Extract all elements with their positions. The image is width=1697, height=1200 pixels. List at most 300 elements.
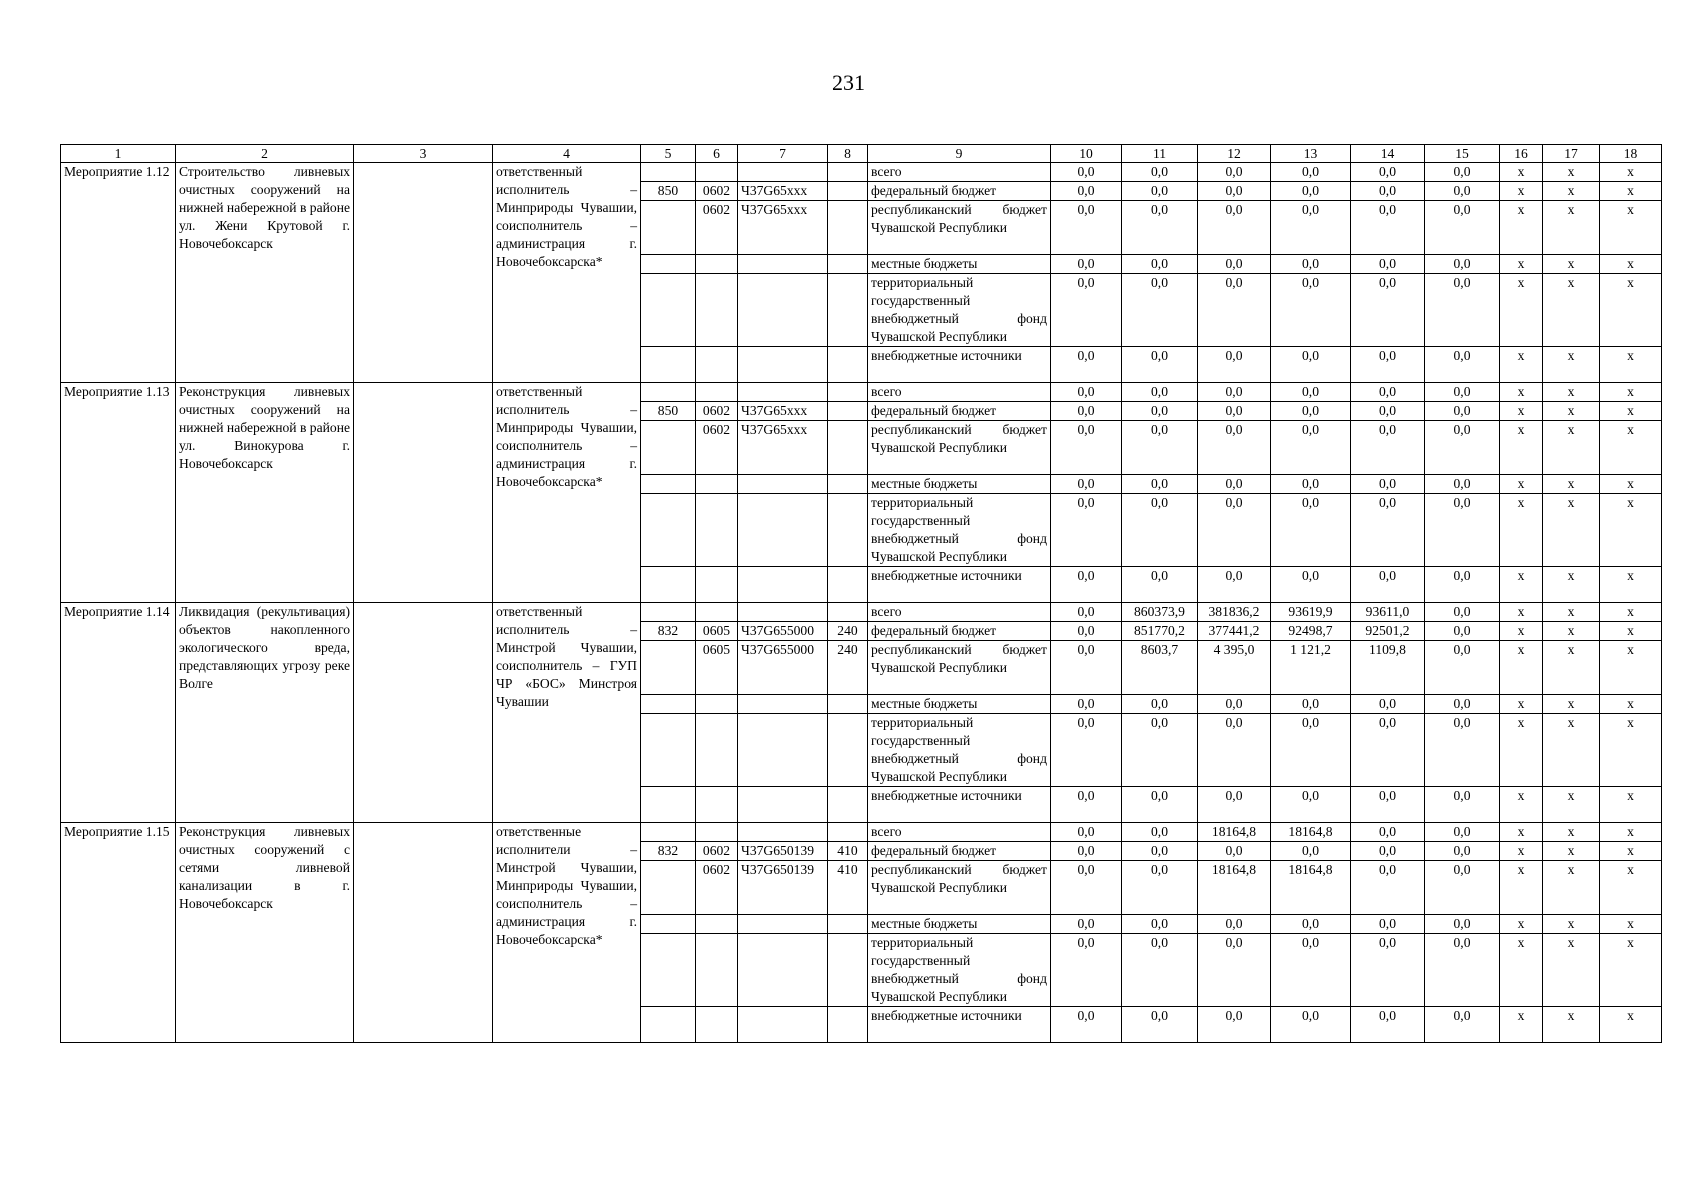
value-col-12: 0,0 [1198, 494, 1271, 567]
value-col-18: x [1600, 861, 1662, 915]
value-col-13: 1 121,2 [1271, 641, 1351, 695]
value-col-17: x [1543, 823, 1600, 842]
funding-source: внебюджетные источники [868, 567, 1051, 603]
funding-source: республиканский бюджет Чувашской Республики [868, 861, 1051, 915]
column-number-5: 5 [641, 145, 696, 163]
value-col-15: 0,0 [1425, 567, 1500, 603]
value-col-15: 0,0 [1425, 255, 1500, 274]
value-col-18: x [1600, 695, 1662, 714]
grbs-code: 850 [641, 182, 696, 201]
value-col-17: x [1543, 163, 1600, 182]
funding-source: всего [868, 383, 1051, 402]
section-code: 0602 [696, 182, 738, 201]
target-article-code [738, 934, 828, 1007]
value-col-13: 0,0 [1271, 182, 1351, 201]
target-article-code [738, 915, 828, 934]
expense-type-code [828, 475, 868, 494]
grbs-code [641, 603, 696, 622]
value-col-15: 0,0 [1425, 383, 1500, 402]
value-col-17: x [1543, 1007, 1600, 1043]
value-col-10: 0,0 [1051, 255, 1122, 274]
value-col-11: 0,0 [1122, 421, 1198, 475]
value-col-17: x [1543, 622, 1600, 641]
expense-type-code [828, 567, 868, 603]
expense-type-code [828, 255, 868, 274]
value-col-14: 93611,0 [1351, 603, 1425, 622]
expense-type-code [828, 695, 868, 714]
event-executor: ответственный исполнитель – Минстрой Чувашии, соисполнитель – ГУП ЧР «БОС» Минстроя Чувашии [493, 603, 641, 823]
event-number: Мероприятие 1.13 [61, 383, 176, 603]
value-col-11: 0,0 [1122, 383, 1198, 402]
value-col-17: x [1543, 383, 1600, 402]
event-target [354, 823, 493, 1043]
value-col-16: x [1500, 787, 1543, 823]
value-col-18: x [1600, 201, 1662, 255]
value-col-18: x [1600, 934, 1662, 1007]
value-col-17: x [1543, 201, 1600, 255]
funding-source: внебюджетные источники [868, 347, 1051, 383]
value-col-12: 18164,8 [1198, 861, 1271, 915]
grbs-code [641, 714, 696, 787]
grbs-code [641, 695, 696, 714]
value-col-18: x [1600, 1007, 1662, 1043]
section-code [696, 787, 738, 823]
target-article-code: Ч37G65ххх [738, 421, 828, 475]
funding-source: местные бюджеты [868, 255, 1051, 274]
event-name: Ликвидация (рекультивация) объектов накопленного экологического вреда, представляющих угрозу реке Волге [176, 603, 354, 823]
value-col-13: 18164,8 [1271, 823, 1351, 842]
funding-source: республиканский бюджет Чувашской Республики [868, 421, 1051, 475]
target-article-code [738, 603, 828, 622]
column-number-4: 4 [493, 145, 641, 163]
value-col-18: x [1600, 823, 1662, 842]
value-col-11: 0,0 [1122, 714, 1198, 787]
section-code [696, 915, 738, 934]
value-col-16: x [1500, 182, 1543, 201]
expense-type-code [828, 787, 868, 823]
grbs-code [641, 421, 696, 475]
value-col-13: 0,0 [1271, 201, 1351, 255]
value-col-13: 0,0 [1271, 163, 1351, 182]
value-col-16: x [1500, 842, 1543, 861]
value-col-17: x [1543, 915, 1600, 934]
value-col-15: 0,0 [1425, 714, 1500, 787]
target-article-code: Ч37G65ххх [738, 402, 828, 421]
event-name: Реконструкция ливневых очистных сооружений на нижней набережной в районе ул. Винокурова г. Новочебоксарск [176, 383, 354, 603]
value-col-15: 0,0 [1425, 475, 1500, 494]
value-col-16: x [1500, 695, 1543, 714]
value-col-18: x [1600, 421, 1662, 475]
budget-table [60, 144, 1662, 1043]
funding-source: всего [868, 163, 1051, 182]
funding-source: территориальный государственный внебюджетный фонд Чувашской Республики [868, 934, 1051, 1007]
target-article-code: Ч37G650139 [738, 861, 828, 915]
target-article-code: Ч37G655000 [738, 641, 828, 695]
grbs-code [641, 915, 696, 934]
grbs-code [641, 934, 696, 1007]
expense-type-code: 410 [828, 861, 868, 915]
value-col-14: 0,0 [1351, 494, 1425, 567]
value-col-12: 18164,8 [1198, 823, 1271, 842]
section-code: 0602 [696, 201, 738, 255]
value-col-13: 0,0 [1271, 383, 1351, 402]
value-col-15: 0,0 [1425, 1007, 1500, 1043]
funding-source: всего [868, 823, 1051, 842]
grbs-code [641, 567, 696, 603]
value-col-11: 0,0 [1122, 934, 1198, 1007]
expense-type-code: 240 [828, 622, 868, 641]
expense-type-code [828, 201, 868, 255]
table-row [61, 383, 1662, 402]
target-article-code: Ч37G65ххх [738, 201, 828, 255]
expense-type-code: 240 [828, 641, 868, 695]
grbs-code [641, 255, 696, 274]
value-col-13: 0,0 [1271, 934, 1351, 1007]
value-col-10: 0,0 [1051, 274, 1122, 347]
value-col-14: 0,0 [1351, 861, 1425, 915]
value-col-14: 0,0 [1351, 383, 1425, 402]
value-col-16: x [1500, 567, 1543, 603]
column-number-18: 18 [1600, 145, 1662, 163]
section-code [696, 567, 738, 603]
value-col-12: 0,0 [1198, 695, 1271, 714]
section-code [696, 714, 738, 787]
value-col-10: 0,0 [1051, 787, 1122, 823]
value-col-14: 0,0 [1351, 915, 1425, 934]
value-col-14: 0,0 [1351, 567, 1425, 603]
column-number-6: 6 [696, 145, 738, 163]
value-col-10: 0,0 [1051, 201, 1122, 255]
value-col-10: 0,0 [1051, 347, 1122, 383]
value-col-10: 0,0 [1051, 714, 1122, 787]
funding-source: территориальный государственный внебюджетный фонд Чувашской Республики [868, 714, 1051, 787]
target-article-code [738, 274, 828, 347]
value-col-17: x [1543, 255, 1600, 274]
value-col-11: 0,0 [1122, 347, 1198, 383]
event-number: Мероприятие 1.14 [61, 603, 176, 823]
value-col-17: x [1543, 182, 1600, 201]
value-col-10: 0,0 [1051, 421, 1122, 475]
target-article-code [738, 695, 828, 714]
value-col-11: 0,0 [1122, 823, 1198, 842]
value-col-16: x [1500, 201, 1543, 255]
value-col-11: 0,0 [1122, 182, 1198, 201]
expense-type-code [828, 714, 868, 787]
funding-source: местные бюджеты [868, 915, 1051, 934]
value-col-16: x [1500, 475, 1543, 494]
value-col-15: 0,0 [1425, 823, 1500, 842]
value-col-18: x [1600, 567, 1662, 603]
value-col-16: x [1500, 641, 1543, 695]
section-code [696, 695, 738, 714]
value-col-11: 0,0 [1122, 915, 1198, 934]
column-number-17: 17 [1543, 145, 1600, 163]
value-col-13: 0,0 [1271, 255, 1351, 274]
section-code [696, 163, 738, 182]
value-col-14: 0,0 [1351, 163, 1425, 182]
value-col-11: 860373,9 [1122, 603, 1198, 622]
value-col-12: 0,0 [1198, 915, 1271, 934]
expense-type-code [828, 603, 868, 622]
value-col-15: 0,0 [1425, 934, 1500, 1007]
value-col-15: 0,0 [1425, 182, 1500, 201]
expense-type-code [828, 402, 868, 421]
value-col-14: 0,0 [1351, 347, 1425, 383]
column-number-14: 14 [1351, 145, 1425, 163]
value-col-12: 0,0 [1198, 934, 1271, 1007]
section-code [696, 934, 738, 1007]
value-col-14: 0,0 [1351, 255, 1425, 274]
value-col-10: 0,0 [1051, 842, 1122, 861]
expense-type-code [828, 383, 868, 402]
table-header [61, 145, 1662, 163]
value-col-14: 0,0 [1351, 274, 1425, 347]
value-col-12: 0,0 [1198, 274, 1271, 347]
value-col-15: 0,0 [1425, 861, 1500, 915]
value-col-12: 0,0 [1198, 714, 1271, 787]
expense-type-code [828, 934, 868, 1007]
value-col-14: 0,0 [1351, 787, 1425, 823]
value-col-17: x [1543, 475, 1600, 494]
expense-type-code [828, 1007, 868, 1043]
column-number-7: 7 [738, 145, 828, 163]
value-col-12: 0,0 [1198, 475, 1271, 494]
grbs-code [641, 787, 696, 823]
value-col-10: 0,0 [1051, 1007, 1122, 1043]
table-row [61, 823, 1662, 842]
value-col-16: x [1500, 622, 1543, 641]
value-col-13: 0,0 [1271, 714, 1351, 787]
page-number: 231 [832, 70, 865, 95]
event-number: Мероприятие 1.12 [61, 163, 176, 383]
section-code: 0602 [696, 421, 738, 475]
value-col-17: x [1543, 347, 1600, 383]
funding-source: федеральный бюджет [868, 622, 1051, 641]
value-col-17: x [1543, 274, 1600, 347]
value-col-11: 851770,2 [1122, 622, 1198, 641]
table-row [61, 163, 1662, 182]
funding-source: республиканский бюджет Чувашской Республики [868, 201, 1051, 255]
value-col-16: x [1500, 494, 1543, 567]
value-col-14: 0,0 [1351, 842, 1425, 861]
value-col-14: 0,0 [1351, 421, 1425, 475]
target-article-code [738, 714, 828, 787]
value-col-13: 0,0 [1271, 402, 1351, 421]
value-col-14: 0,0 [1351, 475, 1425, 494]
funding-source: республиканский бюджет Чувашской Республики [868, 641, 1051, 695]
grbs-code: 832 [641, 622, 696, 641]
value-col-10: 0,0 [1051, 622, 1122, 641]
value-col-18: x [1600, 182, 1662, 201]
section-code [696, 1007, 738, 1043]
value-col-13: 0,0 [1271, 567, 1351, 603]
value-col-16: x [1500, 603, 1543, 622]
event-executor: ответственный исполнитель – Минприроды Чувашии, соисполнитель – администрация г. Новочебоксарска* [493, 163, 641, 383]
value-col-13: 0,0 [1271, 915, 1351, 934]
section-code [696, 274, 738, 347]
value-col-11: 0,0 [1122, 695, 1198, 714]
funding-source: территориальный государственный внебюджетный фонд Чувашской Республики [868, 494, 1051, 567]
value-col-11: 0,0 [1122, 163, 1198, 182]
value-col-12: 381836,2 [1198, 603, 1271, 622]
value-col-17: x [1543, 842, 1600, 861]
value-col-15: 0,0 [1425, 915, 1500, 934]
value-col-16: x [1500, 383, 1543, 402]
value-col-16: x [1500, 934, 1543, 1007]
value-col-15: 0,0 [1425, 201, 1500, 255]
expense-type-code [828, 182, 868, 201]
value-col-10: 0,0 [1051, 163, 1122, 182]
event-name: Строительство ливневых очистных сооружений на нижней набережной в районе ул. Жени Крутовой г. Новочебоксарск [176, 163, 354, 383]
value-col-16: x [1500, 714, 1543, 787]
event-number: Мероприятие 1.15 [61, 823, 176, 1043]
value-col-18: x [1600, 255, 1662, 274]
value-col-17: x [1543, 934, 1600, 1007]
column-number-10: 10 [1051, 145, 1122, 163]
value-col-17: x [1543, 861, 1600, 915]
value-col-12: 0,0 [1198, 182, 1271, 201]
value-col-14: 0,0 [1351, 182, 1425, 201]
value-col-18: x [1600, 475, 1662, 494]
value-col-14: 0,0 [1351, 402, 1425, 421]
value-col-11: 0,0 [1122, 861, 1198, 915]
value-col-17: x [1543, 641, 1600, 695]
target-article-code [738, 347, 828, 383]
funding-source: федеральный бюджет [868, 182, 1051, 201]
value-col-13: 0,0 [1271, 494, 1351, 567]
value-col-16: x [1500, 421, 1543, 475]
value-col-11: 0,0 [1122, 255, 1198, 274]
value-col-15: 0,0 [1425, 274, 1500, 347]
value-col-18: x [1600, 641, 1662, 695]
section-code: 0602 [696, 842, 738, 861]
value-col-18: x [1600, 622, 1662, 641]
value-col-14: 1109,8 [1351, 641, 1425, 695]
value-col-14: 0,0 [1351, 1007, 1425, 1043]
value-col-16: x [1500, 861, 1543, 915]
value-col-12: 0,0 [1198, 842, 1271, 861]
column-number-8: 8 [828, 145, 868, 163]
value-col-11: 0,0 [1122, 201, 1198, 255]
section-code [696, 347, 738, 383]
value-col-10: 0,0 [1051, 182, 1122, 201]
column-number-row [61, 145, 1662, 163]
target-article-code [738, 494, 828, 567]
value-col-10: 0,0 [1051, 475, 1122, 494]
value-col-13: 0,0 [1271, 787, 1351, 823]
value-col-12: 4 395,0 [1198, 641, 1271, 695]
section-code: 0602 [696, 402, 738, 421]
target-article-code [738, 1007, 828, 1043]
target-article-code [738, 383, 828, 402]
value-col-18: x [1600, 274, 1662, 347]
section-code: 0605 [696, 622, 738, 641]
value-col-17: x [1543, 714, 1600, 787]
value-col-16: x [1500, 1007, 1543, 1043]
value-col-18: x [1600, 714, 1662, 787]
value-col-10: 0,0 [1051, 567, 1122, 603]
column-number-15: 15 [1425, 145, 1500, 163]
value-col-13: 0,0 [1271, 695, 1351, 714]
event-target [354, 163, 493, 383]
grbs-code [641, 274, 696, 347]
value-col-17: x [1543, 603, 1600, 622]
funding-source: местные бюджеты [868, 695, 1051, 714]
value-col-16: x [1500, 823, 1543, 842]
target-article-code: Ч37G65ххх [738, 182, 828, 201]
value-col-16: x [1500, 274, 1543, 347]
value-col-15: 0,0 [1425, 163, 1500, 182]
section-code [696, 255, 738, 274]
value-col-12: 0,0 [1198, 1007, 1271, 1043]
grbs-code [641, 347, 696, 383]
value-col-11: 8603,7 [1122, 641, 1198, 695]
expense-type-code [828, 494, 868, 567]
value-col-11: 0,0 [1122, 842, 1198, 861]
section-code [696, 603, 738, 622]
value-col-12: 0,0 [1198, 383, 1271, 402]
target-article-code [738, 163, 828, 182]
value-col-18: x [1600, 163, 1662, 182]
value-col-11: 0,0 [1122, 567, 1198, 603]
target-article-code [738, 475, 828, 494]
event-name: Реконструкция ливневых очистных сооружений с сетями ливневой канализации в г. Новочебоксарск [176, 823, 354, 1043]
section-code [696, 475, 738, 494]
value-col-14: 0,0 [1351, 823, 1425, 842]
value-col-18: x [1600, 915, 1662, 934]
value-col-13: 92498,7 [1271, 622, 1351, 641]
expense-type-code [828, 347, 868, 383]
funding-source: федеральный бюджет [868, 842, 1051, 861]
table-row [61, 603, 1662, 622]
value-col-10: 0,0 [1051, 915, 1122, 934]
event-executor: ответственные исполнители – Минстрой Чувашии, Минприроды Чувашии, соисполнитель – администрация г. Новочебоксарска* [493, 823, 641, 1043]
value-col-16: x [1500, 402, 1543, 421]
grbs-code [641, 861, 696, 915]
event-target [354, 383, 493, 603]
value-col-13: 0,0 [1271, 274, 1351, 347]
section-code: 0602 [696, 861, 738, 915]
expense-type-code [828, 163, 868, 182]
value-col-15: 0,0 [1425, 421, 1500, 475]
section-code [696, 823, 738, 842]
grbs-code [641, 823, 696, 842]
event-executor: ответственный исполнитель – Минприроды Чувашии, соисполнитель – администрация г. Новочебоксарска* [493, 383, 641, 603]
funding-source: местные бюджеты [868, 475, 1051, 494]
value-col-18: x [1600, 787, 1662, 823]
funding-source: федеральный бюджет [868, 402, 1051, 421]
target-article-code: Ч37G655000 [738, 622, 828, 641]
value-col-15: 0,0 [1425, 347, 1500, 383]
value-col-13: 18164,8 [1271, 861, 1351, 915]
value-col-12: 0,0 [1198, 787, 1271, 823]
target-article-code [738, 567, 828, 603]
column-number-12: 12 [1198, 145, 1271, 163]
value-col-14: 0,0 [1351, 934, 1425, 1007]
value-col-15: 0,0 [1425, 695, 1500, 714]
section-code: 0605 [696, 641, 738, 695]
value-col-15: 0,0 [1425, 842, 1500, 861]
value-col-12: 377441,2 [1198, 622, 1271, 641]
column-number-1: 1 [61, 145, 176, 163]
value-col-13: 0,0 [1271, 842, 1351, 861]
column-number-3: 3 [354, 145, 493, 163]
value-col-17: x [1543, 695, 1600, 714]
value-col-12: 0,0 [1198, 421, 1271, 475]
value-col-10: 0,0 [1051, 934, 1122, 1007]
value-col-10: 0,0 [1051, 494, 1122, 567]
expense-type-code: 410 [828, 842, 868, 861]
